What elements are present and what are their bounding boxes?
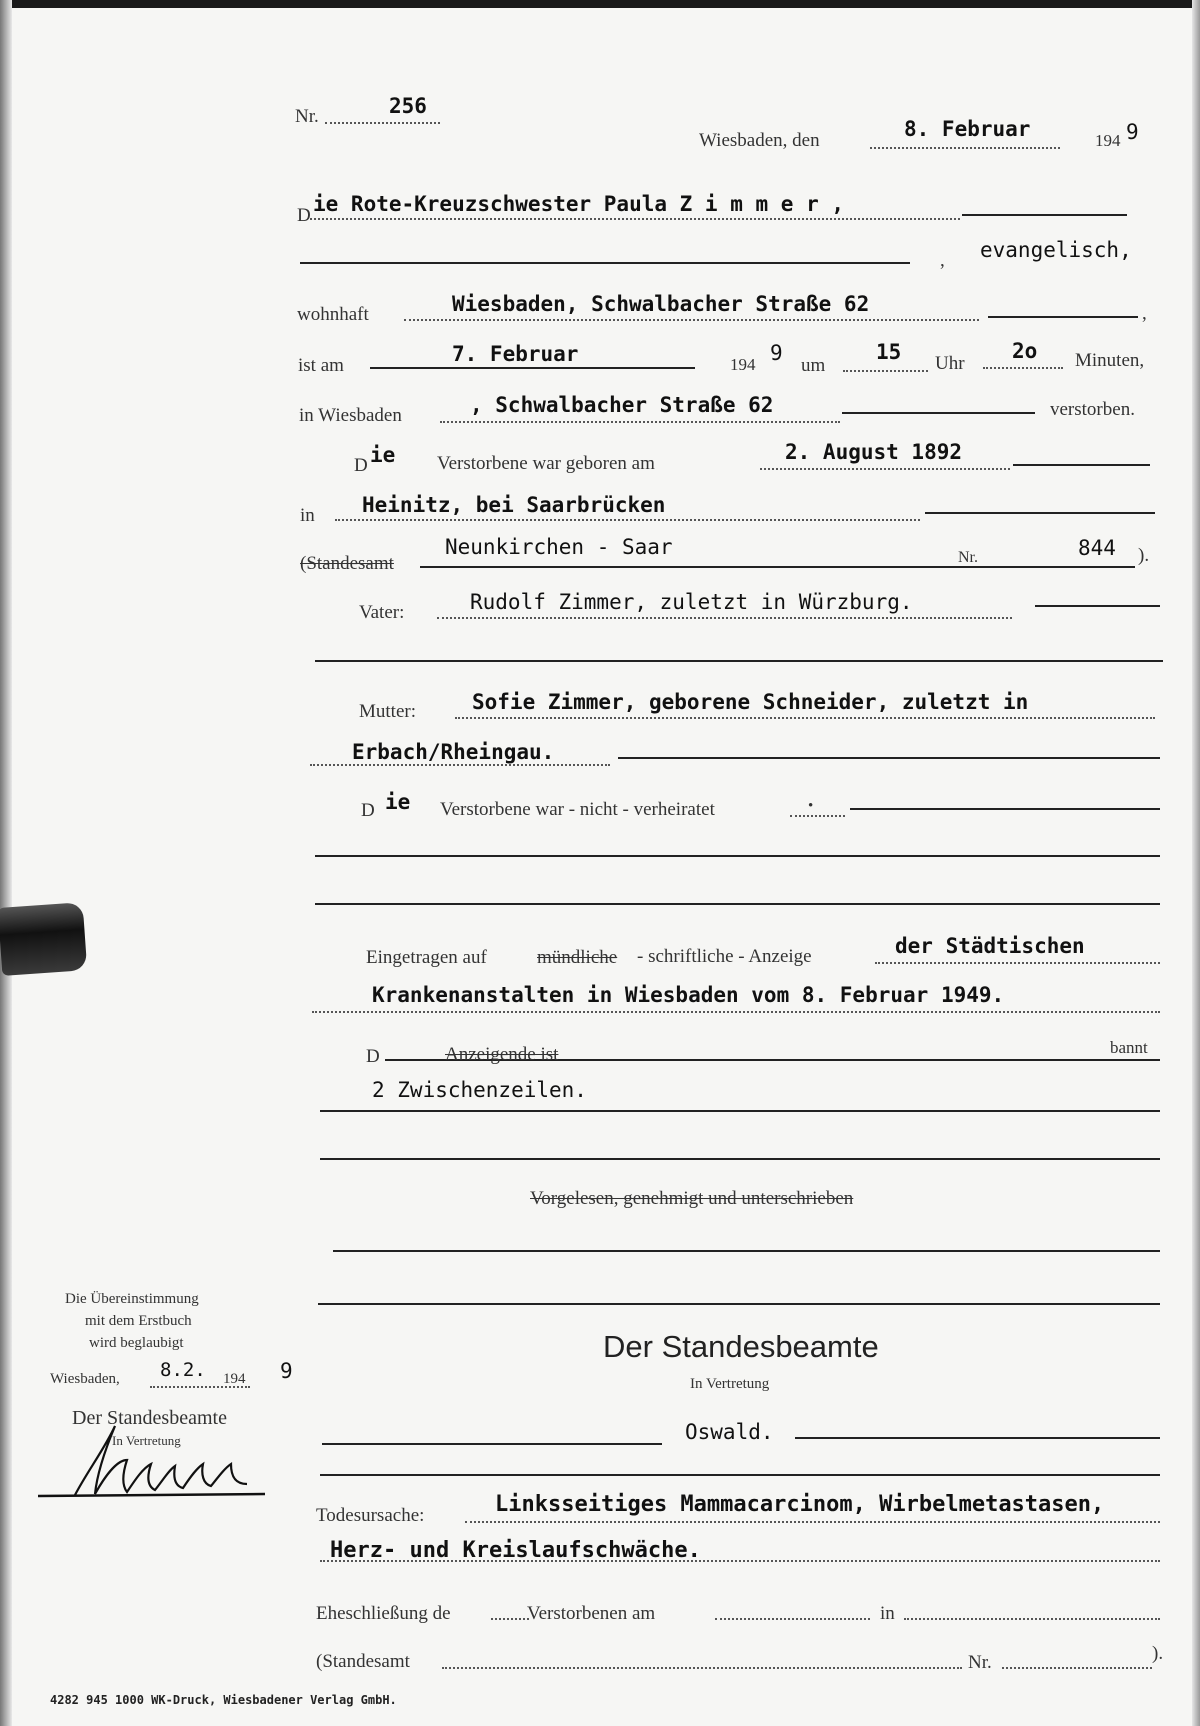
um-label: um	[801, 355, 826, 376]
death-year-digit: 9	[770, 341, 783, 365]
informant-struck: Anzeigende ist	[445, 1044, 559, 1065]
marital-dotted-line	[790, 815, 845, 817]
death-date-line	[370, 367, 695, 369]
verstorben-label: verstorben.	[1050, 399, 1135, 420]
registration-line2: Krankenanstalten in Wiesbaden vom 8. Februar 1949.	[372, 983, 1005, 1007]
marriage-nr-dotted-line	[1002, 1667, 1152, 1669]
death-date: 7. Februar	[452, 342, 579, 366]
place-date-label: Wiesbaden, den	[699, 130, 820, 151]
informant-end: bannt	[1110, 1038, 1148, 1057]
record-year-digit: 9	[1126, 120, 1139, 144]
registrar-line-2	[320, 1474, 1160, 1476]
residence-comma: ,	[1142, 303, 1147, 324]
birth-date-fill-line	[1013, 464, 1150, 466]
death-year-prefix: 194	[730, 355, 756, 374]
cert-line1: Die Übereinstimmung	[65, 1291, 199, 1307]
registration-line1: der Städtischen	[895, 934, 1085, 958]
cause-line2: Herz- und Kreislaufschwäche.	[330, 1538, 701, 1563]
cause-line1: Linksseitiges Mammacarcinom, Wirbelmetastasen,	[495, 1492, 1105, 1517]
approval-line-2	[318, 1303, 1160, 1305]
registrar-signature: Oswald.	[685, 1420, 774, 1444]
registration-struck-word: mündliche	[537, 947, 618, 968]
death-hour: 15	[876, 340, 902, 364]
cert-line3: wird beglaubigt	[89, 1335, 184, 1351]
mother-dotted-line	[455, 717, 1155, 719]
scan-edge-top	[0, 0, 1200, 8]
marital-mark: •	[808, 798, 814, 814]
mother-line1: Sofie Zimmer, geborene Schneider, zuletzt in	[472, 690, 1029, 714]
birth-d-suffix: ie	[370, 443, 396, 467]
second-line-fill	[300, 262, 910, 264]
cert-place: Wiesbaden,	[50, 1371, 120, 1387]
mother-label: Mutter:	[359, 701, 416, 722]
marriage-standesamt-label: (Standesamt	[316, 1651, 410, 1672]
record-date: 8. Februar	[904, 117, 1031, 141]
cause-label: Todesursache:	[316, 1505, 425, 1526]
father-fill-line	[1035, 605, 1160, 607]
marital-line-2	[315, 855, 1160, 857]
birth-standesamt-label: (Standesamt	[300, 553, 394, 574]
minuten-label: Minuten,	[1075, 350, 1145, 371]
death-place: , Schwalbacher Straße 62	[470, 393, 774, 417]
registrar-title: Der Standesbeamte	[603, 1329, 879, 1364]
registration-label-start: Eingetragen auf	[366, 947, 487, 968]
cert-line2: mit dem Erstbuch	[85, 1313, 192, 1329]
cert-officer-sub: In Vertretung	[112, 1433, 181, 1448]
hour-dotted-line	[843, 370, 928, 372]
marriage-in-label: in	[880, 1603, 895, 1624]
residence: Wiesbaden, Schwalbacher Straße 62	[452, 292, 870, 316]
scan-edge-left	[0, 0, 12, 1726]
in-wiesbaden-label: in Wiesbaden	[299, 405, 402, 426]
record-year-prefix: 194	[1095, 131, 1121, 150]
informant-d-prefix: D	[366, 1046, 380, 1067]
registration-dotted-line-2	[312, 1011, 1160, 1013]
cert-officer: Der Standesbeamte	[72, 1407, 227, 1429]
residence-dotted-line	[404, 319, 979, 321]
birth-nr-label: Nr.	[958, 549, 978, 566]
death-minutes: 2o	[1012, 339, 1038, 363]
binder-clip	[0, 902, 87, 976]
marriage-de-dotted-line	[491, 1618, 529, 1620]
registrar-line-right	[795, 1437, 1160, 1439]
mother-fill-line	[618, 757, 1160, 759]
scan-edge-right	[1192, 0, 1200, 1726]
date-dotted-line	[870, 147, 1060, 149]
birth-date-dotted-line	[760, 468, 1010, 470]
cert-date: 8.2.	[160, 1359, 206, 1381]
birth-place: Heinitz, bei Saarbrücken	[362, 493, 666, 517]
registration-note: 2 Zwischenzeilen.	[372, 1078, 587, 1102]
marital-d-prefix: D	[361, 800, 375, 821]
deceased-name: ie Rote-Kreuzschwester Paula Z i m m e r ,	[313, 192, 845, 216]
father: Rudolf Zimmer, zuletzt in Würzburg.	[470, 590, 913, 614]
record-number: 256	[389, 94, 427, 118]
cert-date-dotted-line	[150, 1386, 250, 1388]
note-line-2	[320, 1158, 1160, 1160]
approval-text: Vorgelesen, genehmigt und unterschrieben	[530, 1188, 854, 1209]
birth-standesamt: Neunkirchen - Saar	[445, 535, 673, 559]
death-place-fill-line	[842, 412, 1035, 414]
death-place-dotted-line	[440, 421, 840, 423]
birth-close: ).	[1138, 545, 1150, 566]
nr-label: Nr.	[295, 106, 319, 127]
marriage-standesamt-dotted-line	[442, 1667, 962, 1669]
marriage-label-start: Eheschließung de	[316, 1603, 451, 1624]
name-d-prefix: D	[297, 205, 311, 226]
marriage-date-dotted-line	[715, 1618, 870, 1620]
nr-dotted-line	[325, 122, 440, 124]
marital-fill-line	[850, 808, 1160, 810]
marital-status: Verstorbene war - nicht - verheiratet	[440, 799, 715, 820]
father-second-line	[315, 660, 1163, 662]
marital-line-3	[315, 903, 1160, 905]
birth-place-fill-line	[925, 512, 1155, 514]
uhr-label: Uhr	[935, 353, 965, 374]
minutes-dotted-line	[983, 367, 1063, 369]
print-footer: 4282 945 1000 WK-Druck, Wiesbadener Verlag GmbH.	[50, 1693, 397, 1707]
registration-dotted-line	[875, 962, 1160, 964]
marriage-nr-label: Nr.	[968, 1652, 992, 1673]
cert-year-prefix: 194	[223, 1371, 246, 1387]
marital-d-suffix: ie	[385, 790, 411, 814]
note-line	[320, 1110, 1160, 1112]
mother-second-dotted-line	[310, 764, 610, 766]
registrar-line-left	[322, 1443, 662, 1445]
marriage-place-dotted-line	[904, 1618, 1160, 1620]
second-line-comma: ,	[940, 250, 945, 271]
mother-line2: Erbach/Rheingau.	[352, 740, 555, 764]
approval-line	[333, 1250, 1160, 1252]
marriage-close: ).	[1152, 1643, 1164, 1664]
name-dotted-line	[310, 218, 960, 220]
birth-place-dotted-line	[335, 519, 920, 521]
birth-d-prefix: D	[354, 455, 368, 476]
cause-dotted-line	[465, 1521, 1160, 1523]
father-dotted-line	[437, 617, 1012, 619]
birth-nr: 844	[1078, 536, 1116, 560]
registration-label-end: - schriftliche - Anzeige	[637, 946, 812, 967]
marriage-label-mid: Verstorbenen am	[527, 1603, 656, 1624]
name-fill-line	[962, 214, 1127, 216]
residence-label: wohnhaft	[297, 304, 369, 325]
birth-in-label: in	[300, 505, 315, 526]
residence-fill-line	[988, 316, 1138, 318]
birth-standesamt-line	[420, 566, 1135, 568]
cert-signature	[35, 1420, 270, 1500]
cert-year-digit: 9	[280, 1359, 293, 1383]
father-label: Vater:	[359, 602, 405, 623]
birth-label: Verstorbene war geboren am	[437, 453, 655, 474]
religion: evangelisch,	[980, 238, 1132, 262]
birth-date: 2. August 1892	[785, 440, 963, 464]
ist-am-label: ist am	[298, 355, 344, 376]
registrar-subtitle: In Vertretung	[690, 1376, 770, 1392]
